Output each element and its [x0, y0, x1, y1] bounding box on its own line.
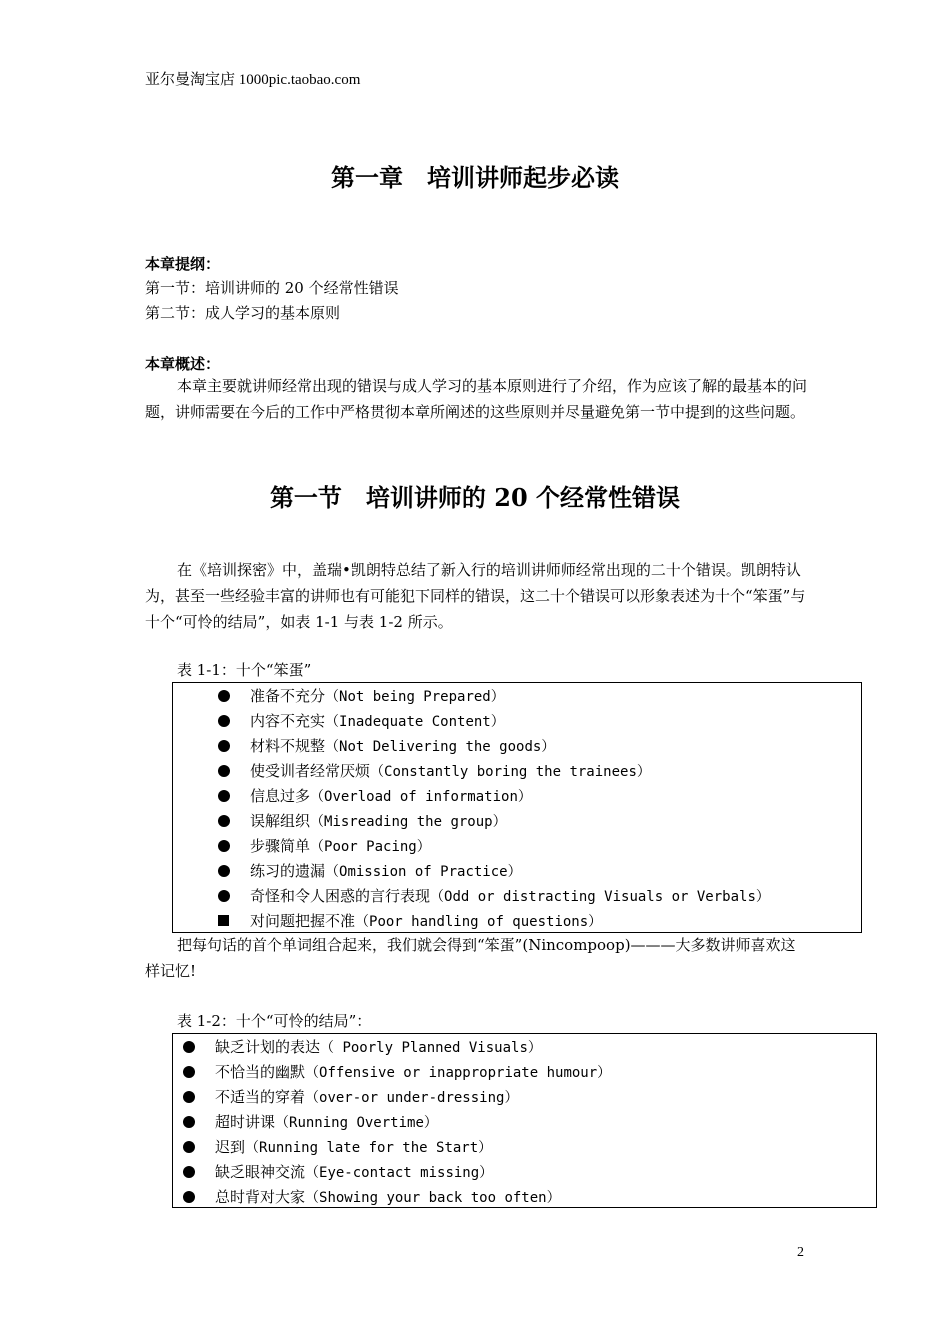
- item-english: （Running Overtime）: [275, 1114, 438, 1131]
- table-row: [183, 1034, 542, 1059]
- item-chinese: 超时讲课: [215, 1113, 276, 1131]
- bullet-icon: [183, 1091, 195, 1103]
- item-chinese: 使受训者经常厌烦: [250, 762, 371, 780]
- item-english: （Running late for the Start）: [245, 1139, 493, 1156]
- item-chinese: 总时背对大家: [215, 1188, 306, 1206]
- item-english: （Constantly boring the trainees）: [370, 763, 651, 780]
- overview-paragraph: 本章主要就讲师经常出现的错误与成人学习的基本原则进行了介绍，作为应该了解的最基本的问题，讲师需要在今后的工作中严格贯彻本章所阐述的这些原则并尽量避免第一节中提到的这些问题。: [145, 377, 808, 421]
- bullet-icon: [218, 865, 230, 877]
- bullet-icon: [218, 840, 230, 852]
- table-row: [183, 1084, 518, 1109]
- bullet-icon: [218, 765, 230, 777]
- table-row: [218, 808, 507, 833]
- item-chinese: 信息过多: [250, 787, 311, 805]
- bullet-icon: [218, 890, 230, 902]
- item-english: （Not Delivering the goods）: [325, 738, 556, 755]
- item-chinese: 准备不充分: [250, 687, 326, 705]
- item-chinese: 步骤简单: [250, 837, 311, 855]
- table-row: [183, 1134, 492, 1159]
- table1-box: [172, 682, 862, 933]
- table1-caption: 表 1-1：十个“笨蛋”: [177, 661, 312, 679]
- overview-label: 本章概述：: [145, 355, 221, 373]
- table-row: [218, 858, 522, 883]
- section-title: 第一节 培训讲师的 20 个经常性错误: [269, 483, 681, 512]
- bullet-icon: [183, 1116, 195, 1128]
- page-header: 亚尔曼淘宝店 1000pic.taobao.com: [145, 72, 361, 88]
- item-chinese: 缺乏眼神交流: [215, 1163, 306, 1181]
- square-bullet-icon: [218, 915, 229, 926]
- item-english: （Offensive or inappropriate humour）: [305, 1064, 612, 1081]
- bullet-icon: [183, 1141, 195, 1153]
- item-english: （Showing your back too often）: [305, 1189, 561, 1206]
- item-chinese: 缺乏计划的表达: [215, 1038, 321, 1056]
- item-chinese: 迟到: [215, 1138, 246, 1156]
- intro-paragraph: 在《培训探密》中，盖瑞•凯朗特总结了新入行的培训讲师师经常出现的二十个错误。凯朗特认为，甚至一些经验丰富的讲师也有可能犯下同样的错误，这二十个错误可以形象表述为十个“笨蛋”与十个“可怜的结局”，如表 1-1 与表 1-2 所示。: [145, 561, 806, 631]
- item-chinese: 误解组织: [250, 812, 311, 830]
- table-row: [183, 1159, 493, 1184]
- item-chinese: 练习的遗漏: [250, 862, 326, 880]
- item-english: （Misreading the group）: [310, 813, 507, 830]
- item-english: （Not being Prepared）: [325, 688, 505, 705]
- table-row: [218, 783, 532, 808]
- bullet-icon: [183, 1041, 195, 1053]
- bullet-icon: [218, 690, 230, 702]
- bullet-icon: [183, 1166, 195, 1178]
- table-row: [218, 708, 505, 733]
- item-chinese: 不恰当的幽默: [215, 1063, 306, 1081]
- item-english: （ Poorly Planned Visuals）: [320, 1039, 542, 1056]
- item-english: （over-or under-dressing）: [305, 1089, 519, 1106]
- table-row: [183, 1184, 561, 1209]
- item-english: （Poor handling of questions）: [355, 913, 603, 930]
- table-row: [218, 883, 770, 908]
- item-chinese: 材料不规整: [250, 737, 326, 755]
- item-english: （Overload of information）: [310, 788, 532, 805]
- bullet-icon: [183, 1066, 195, 1078]
- table-row: [218, 833, 431, 858]
- outline-item: 第一节：培训讲师的 20 个经常性错误: [145, 279, 399, 297]
- table2-box: [172, 1033, 877, 1208]
- item-chinese: 奇怪和令人困惑的言行表现: [250, 887, 431, 905]
- table2-caption: 表 1-2：十个“可怜的结局”：: [177, 1012, 372, 1030]
- bullet-icon: [218, 790, 230, 802]
- after-table1-paragraph: 把每句话的首个单词组合起来，我们就会得到“笨蛋”(Nincompoop)———大多数讲师喜欢这样记忆!: [145, 936, 796, 980]
- chapter-title: 第一章 培训讲师起步必读: [331, 163, 619, 192]
- item-chinese: 内容不充实: [250, 712, 326, 730]
- item-chinese: 对问题把握不准: [250, 912, 356, 930]
- table-row: [183, 1059, 611, 1084]
- table-row: [218, 733, 555, 758]
- item-english: （Omission of Practice）: [325, 863, 522, 880]
- outline-item: 第二节：成人学习的基本原则: [145, 304, 341, 322]
- bullet-icon: [183, 1191, 195, 1203]
- table-row: [218, 908, 602, 933]
- table-row: [218, 758, 651, 783]
- item-english: （Inadequate Content）: [325, 713, 505, 730]
- item-english: （Odd or distracting Visuals or Verbals）: [430, 888, 770, 905]
- bullet-icon: [218, 715, 230, 727]
- item-english: （Poor Pacing）: [310, 838, 431, 855]
- table-row: [183, 1109, 438, 1134]
- item-chinese: 不适当的穿着: [215, 1088, 306, 1106]
- outline-label: 本章提纲：: [145, 255, 221, 273]
- table-row: [218, 683, 505, 708]
- page-number: 2: [797, 1245, 804, 1260]
- bullet-icon: [218, 815, 230, 827]
- item-english: （Eye-contact missing）: [305, 1164, 494, 1181]
- bullet-icon: [218, 740, 230, 752]
